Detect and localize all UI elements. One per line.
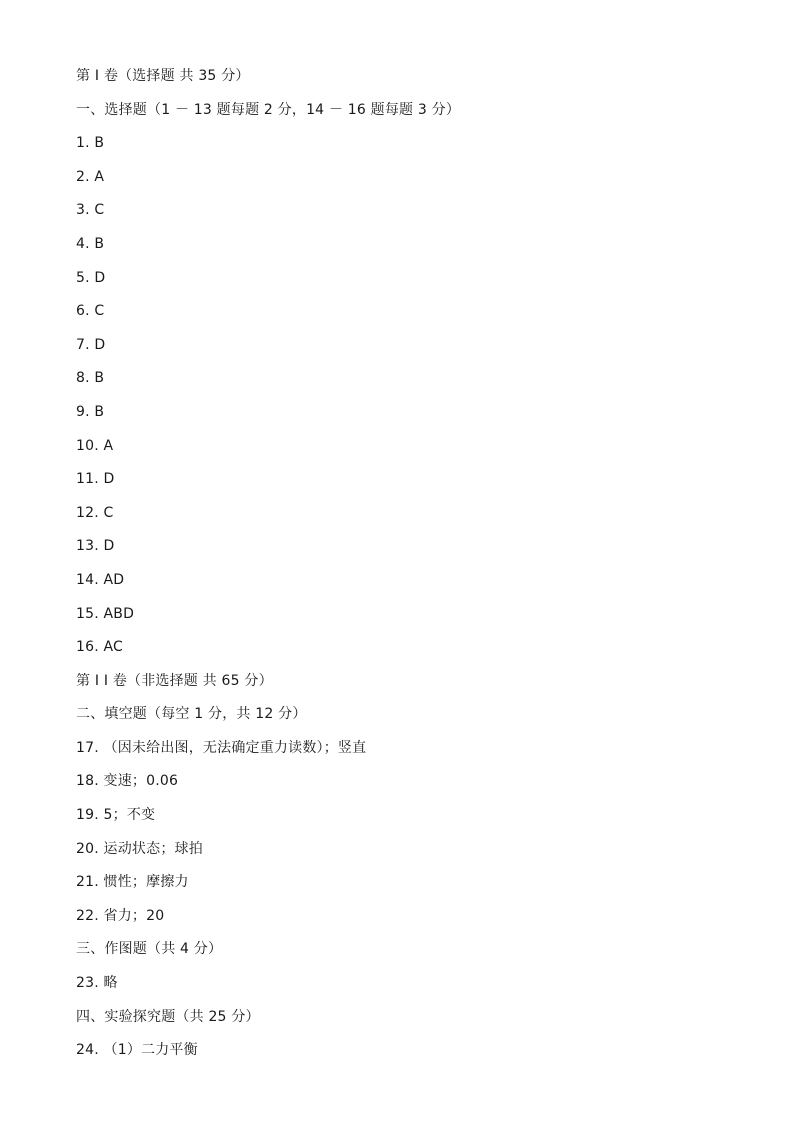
answer-8: 8. B (76, 370, 105, 387)
answer-18: 18. 变速；0.06 (76, 773, 179, 790)
answer-key (76, 64, 756, 1072)
answer-22: 22. 省力；20 (76, 907, 165, 924)
answer-21: 21. 惯性；摩擦力 (76, 874, 189, 891)
answer-15: 15. ABD (76, 605, 135, 622)
part-4-title: 四、实验探究题（共 25 分） (76, 1008, 260, 1025)
section-1-title: 第 I 卷（选择题 共 35 分） (76, 68, 250, 84)
answer-14: 14. AD (76, 571, 125, 588)
answer-10: 10. A (76, 437, 114, 454)
answer-9: 9. B (76, 403, 105, 420)
answer-24: 24. （1）二力平衡 (76, 1042, 198, 1059)
answer-1: 1. B (76, 135, 105, 152)
answer-6: 6. C (76, 303, 105, 320)
answer-4: 4. B (76, 235, 105, 252)
part-2-title: 二、填空题（每空 1 分，共 12 分） (76, 706, 307, 723)
answer-17: 17. （因未给出图，无法确定重力读数）；竖直 (76, 739, 367, 756)
answer-16: 16. AC (76, 639, 124, 656)
answer-3: 3. C (76, 202, 105, 219)
answer-11: 11. D (76, 471, 115, 488)
part-1-title: 一、选择题（1 － 13 题每题 2 分，14 － 16 题每题 3 分） (76, 101, 461, 118)
section-2-title: 第 I I 卷（非选择题 共 65 分） (76, 672, 273, 689)
part-3-title: 三、作图题（共 4 分） (76, 941, 223, 958)
answer-20: 20. 运动状态；球拍 (76, 840, 203, 857)
answer-19: 19. 5；不变 (76, 807, 156, 824)
answer-2: 2. A (76, 168, 105, 185)
answer-12: 12. C (76, 504, 114, 521)
answer-23: 23. 略 (76, 975, 118, 992)
answer-7: 7. D (76, 336, 106, 353)
answer-13: 13. D (76, 538, 115, 555)
answer-5: 5. D (76, 269, 106, 286)
